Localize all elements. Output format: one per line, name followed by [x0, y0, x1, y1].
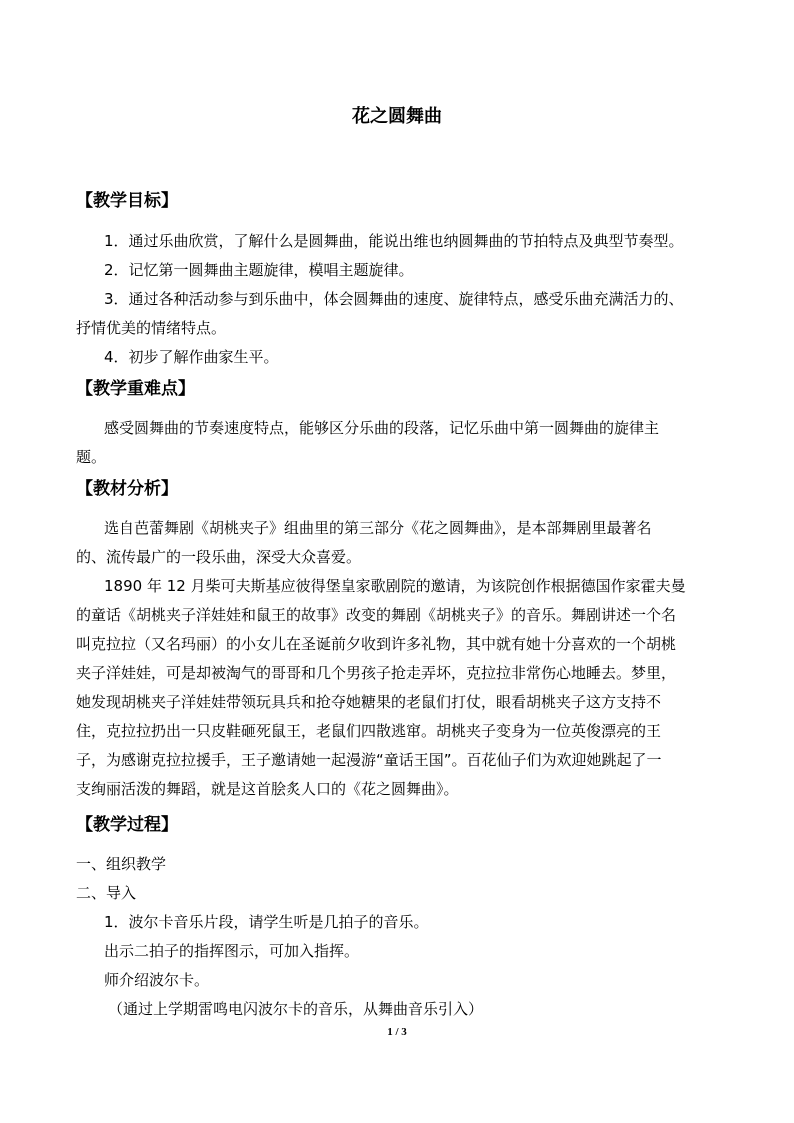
paragraph-line: 夹子洋娃娃，可是却被淘气的哥哥和几个男孩子抢走弄坏，克拉拉非常伤心地睡去。梦里， — [76, 664, 677, 682]
paragraph-line: 选自芭蕾舞剧《胡桃夹子》组曲里的第三部分《花之圆舞曲》，是本部舞剧里最著名 — [104, 519, 652, 537]
paragraph-line: 1890 年 12 月柴可夫斯基应彼得堡皇家歌剧院的邀请，为该院创作根据德国作家霍夫曼 — [104, 577, 686, 595]
paragraph-line: 题。 — [76, 448, 107, 466]
section-heading-analysis: 【教材分析】 — [76, 479, 178, 499]
page-number: 1 / 3 — [387, 1026, 407, 1038]
paragraph-line: 1．通过乐曲欣赏，了解什么是圆舞曲，能说出维也纳圆舞曲的节拍特点及典型节奏型。 — [104, 232, 684, 250]
paragraph-line: 出示二拍子的指挥图示，可加入指挥。 — [104, 942, 360, 960]
paragraph-line: 她发现胡桃夹子洋娃娃带领玩具兵和抢夺她糖果的老鼠们打仗，眼看胡桃夹子这方支持不 — [76, 693, 662, 711]
paragraph-line: 4．初步了解作曲家生平。 — [104, 348, 279, 366]
paragraph-line: 一、组织教学 — [76, 855, 167, 873]
paragraph-line: 1．波尔卡音乐片段，请学生听是几拍子的音乐。 — [104, 913, 429, 931]
paragraph-line: 感受圆舞曲的节奏速度特点，能够区分乐曲的段落，记忆乐曲中第一圆舞曲的旋律主 — [104, 419, 660, 437]
paragraph-line: 的童话《胡桃夹子洋娃娃和鼠王的故事》改变的舞剧《胡桃夹子》的音乐。舞剧讲述一个名 — [76, 606, 677, 624]
section-heading-difficulties: 【教学重难点】 — [76, 379, 195, 399]
section-heading-process: 【教学过程】 — [76, 815, 178, 835]
paragraph-line: 子，为感谢克拉拉援手，王子邀请她一起漫游“童话王国”。百花仙子们为欢迎她跳起了一 — [76, 751, 662, 769]
paragraph-line: 师介绍波尔卡。 — [104, 971, 210, 989]
paragraph-line: 住，克拉拉扔出一只皮鞋砸死鼠王，老鼠们四散逃窜。胡桃夹子变身为一位英俊漂亮的王 — [76, 722, 662, 740]
paragraph-line: 3．通过各种活动参与到乐曲中，体会圆舞曲的速度、旋律特点，感受乐曲充满活力的、 — [104, 290, 684, 308]
paragraph-line: 叫克拉拉（又名玛丽）的小女儿在圣诞前夕收到许多礼物，其中就有她十分喜欢的一个胡桃 — [76, 635, 677, 653]
paragraph-line: 二、导入 — [76, 884, 137, 902]
paragraph-line: 抒情优美的情绪特点。 — [76, 319, 227, 337]
paragraph-line: 的、流传最广的一段乐曲，深受大众喜爱。 — [76, 548, 362, 566]
document-title: 花之圆舞曲 — [352, 106, 442, 127]
paragraph-line: 支绚丽活泼的舞蹈，就是这首脍炙人口的《花之圆舞曲》。 — [76, 780, 459, 798]
paragraph-line: （通过上学期雷鸣电闪波尔卡的音乐，从舞曲音乐引入） — [108, 1000, 484, 1018]
paragraph-line: 2．记忆第一圆舞曲主题旋律，模唱主题旋律。 — [104, 261, 414, 279]
section-heading-goals: 【教学目标】 — [76, 191, 178, 211]
